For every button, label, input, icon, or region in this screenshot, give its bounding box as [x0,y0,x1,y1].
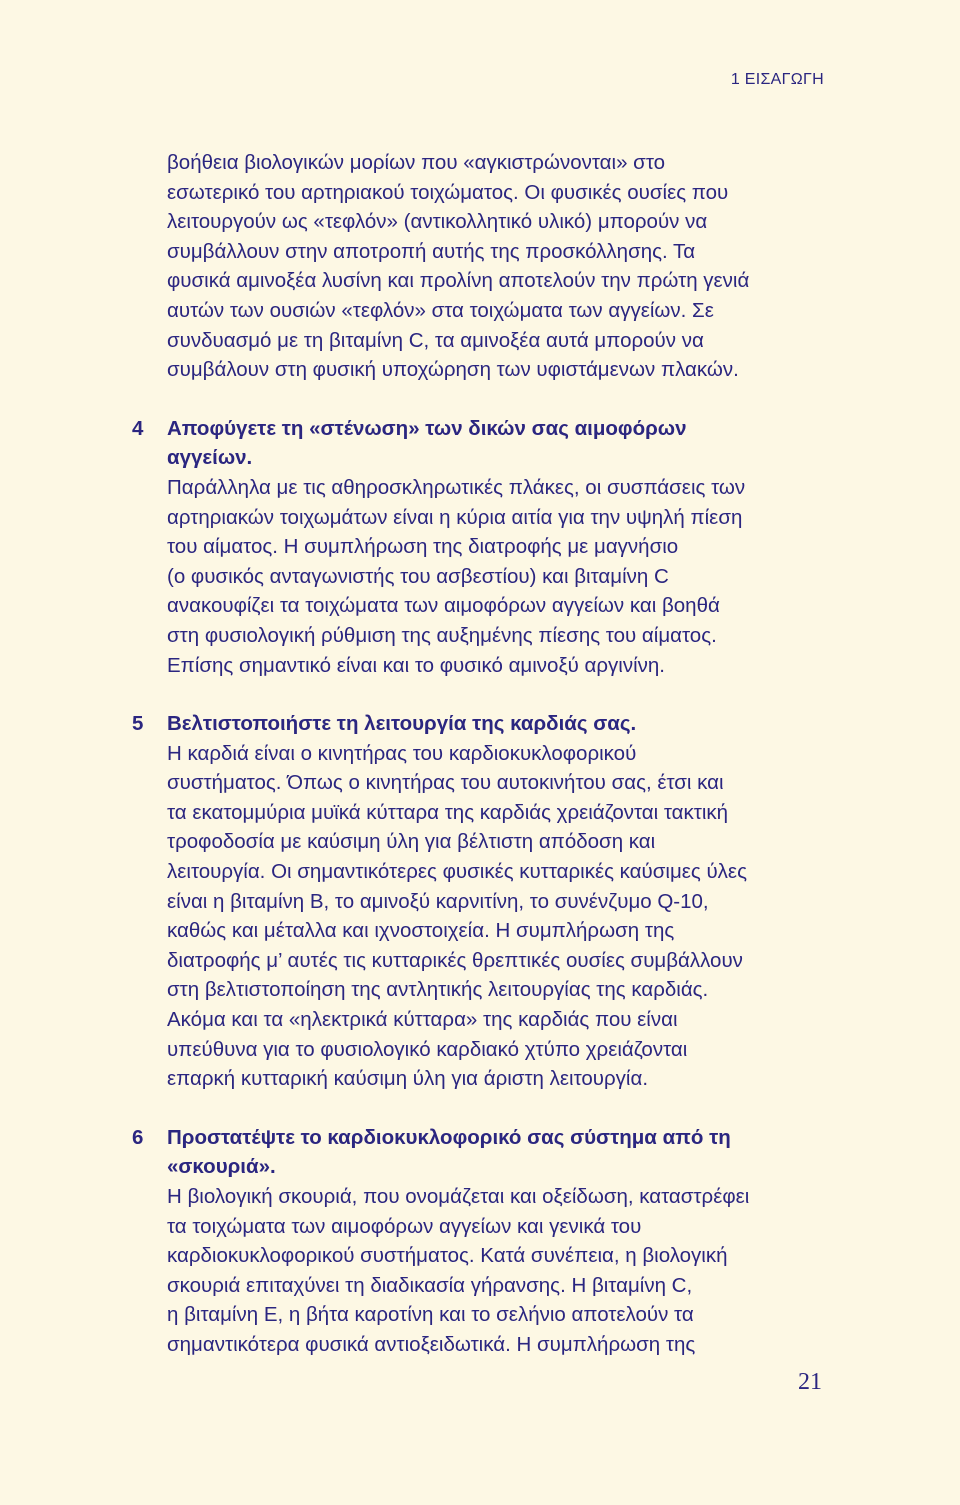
section-4 [132,414,847,680]
text-line: τα εκατομμύρια μυϊκά κύτταρα της καρδιάς χρειάζονται τακτική [167,800,729,824]
text-line: καθώς και μέταλλα και ιχνοστοιχεία. Η συμπλήρωση της [167,919,675,943]
text-line: στη φυσιολογική ρύθμιση της αυξημένης πίεσης του αίματος. [167,623,717,647]
text-line: εσωτερικό του αρτηριακού τοιχώματος. Οι φυσικές ουσίες που [167,180,729,204]
text-line: στη βελτιστοποίηση της αντλητικής λειτουργίας της καρδιάς. [167,978,709,1002]
text-line: τροφοδοσία με καύσιμη ύλη για βέλτιστη απόδοση και [167,830,656,854]
text-line: διατροφής μ’ αυτές τις κυτταρικές θρεπτικές ουσίες συμβάλλουν [167,948,743,972]
text-line: αρτηριακών τοιχωμάτων είναι η κύρια αιτία για την υψηλή πίεση [167,505,743,529]
text-line: η βιταμίνη Ε, η βήτα καροτίνη και το σελήνιο αποτελούν τα [167,1303,694,1327]
section-number: 4 [132,416,144,440]
text-line: Ακόμα και τα «ηλεκτρικά κύτταρα» της καρδιάς που είναι [167,1008,678,1032]
text-line: λειτουργούν ως «τεφλόν» (αντικολλητικό υλικό) μπορούν να [167,210,708,234]
text-line: σκουριά επιταχύνει τη διαδικασία γήρανσης. Η βιταμίνη C, [167,1273,693,1297]
section-6 [132,1123,847,1360]
section-heading: Βελτιστοποιήστε τη λειτουργία της καρδιάς σας. [167,712,637,736]
page-content [132,148,847,1360]
text-line: Επίσης σημαντικό είναι και το φυσικό αμινοξύ αργινίνη. [167,653,665,677]
section-heading: Αποφύγετε τη «στένωση» των δικών σας αιμοφόρων [167,416,687,440]
text-line: αυτών των ουσιών «τεφλόν» στα τοιχώματα των αγγείων. Σε [167,298,714,322]
text-line: καρδιοκυκλοφορικού συστήματος. Κατά συνέπεια, η βιολογική [167,1244,728,1268]
page-number: 21 [798,1369,822,1395]
section-heading: Προστατέψτε το καρδιοκυκλοφορικό σας σύστημα από τη [167,1125,731,1149]
section-number: 5 [132,712,144,736]
text-line: Παράλληλα με τις αθηροσκληρωτικές πλάκες, οι συσπάσεις των [167,475,746,499]
text-line: φυσικά αμινοξέα λυσίνη και προλίνη αποτελούν την πρώτη γενιά [167,269,750,293]
text-line: είναι η βιταμίνη Β, το αμινοξύ καρνιτίνη, το συνένζυμο Q-10, [167,889,709,913]
text-line: συμβάλουν στη φυσική υποχώρηση των υφιστάμενων πλακών. [167,358,739,382]
text-line: συστήματος. Όπως ο κινητήρας του αυτοκινήτου σας, έτσι και [167,771,724,795]
text-line: ανακουφίζει τα τοιχώματα των αιμοφόρων αγγείων και βοηθά [167,594,720,618]
text-line: τα τοιχώματα των αιμοφόρων αγγείων και γενικά του [167,1214,642,1238]
intro-paragraph [167,148,847,385]
text-line: (ο φυσικός ανταγωνιστής του ασβεστίου) και βιταμίνη C [167,564,669,588]
text-line: του αίματος. Η συμπλήρωση της διατροφής με μαγνήσιο [167,535,679,559]
section-heading: αγγείων. [167,446,253,470]
text-line: βοήθεια βιολογικών μορίων που «αγκιστρώνονται» στο [167,151,666,174]
text-line: Η καρδιά είναι ο κινητήρας του καρδιοκυκλοφορικού [167,741,637,765]
section-number: 6 [132,1125,144,1149]
section-heading: «σκουριά». [167,1155,276,1179]
text-line: συνδυασμό με τη βιταμίνη C, τα αμινοξέα αυτά μπορούν να [167,328,704,352]
text-line: επαρκή κυτταρική καύσιμη ύλη για άριστη λειτουργία. [167,1067,649,1091]
text-line: Η βιολογική σκουριά, που ονομάζεται και οξείδωση, καταστρέφει [167,1185,750,1208]
text-line: υπεύθυνα για το φυσιολογικό καρδιακό χτύπο χρειάζονται [167,1037,688,1061]
text-line: συμβάλλουν στην αποτροπή αυτής της προσκόλλησης. Τα [167,239,696,263]
text-line: σημαντικότερα φυσικά αντιοξειδωτικά. Η συμπλήρωση της [167,1332,696,1356]
running-header: 1 ΕΙΣΑΓΩΓΗ [730,71,824,88]
text-line: λειτουργία. Οι σημαντικότερες φυσικές κυτταρικές καύσιμες ύλες [167,860,747,884]
section-5 [132,709,847,1094]
